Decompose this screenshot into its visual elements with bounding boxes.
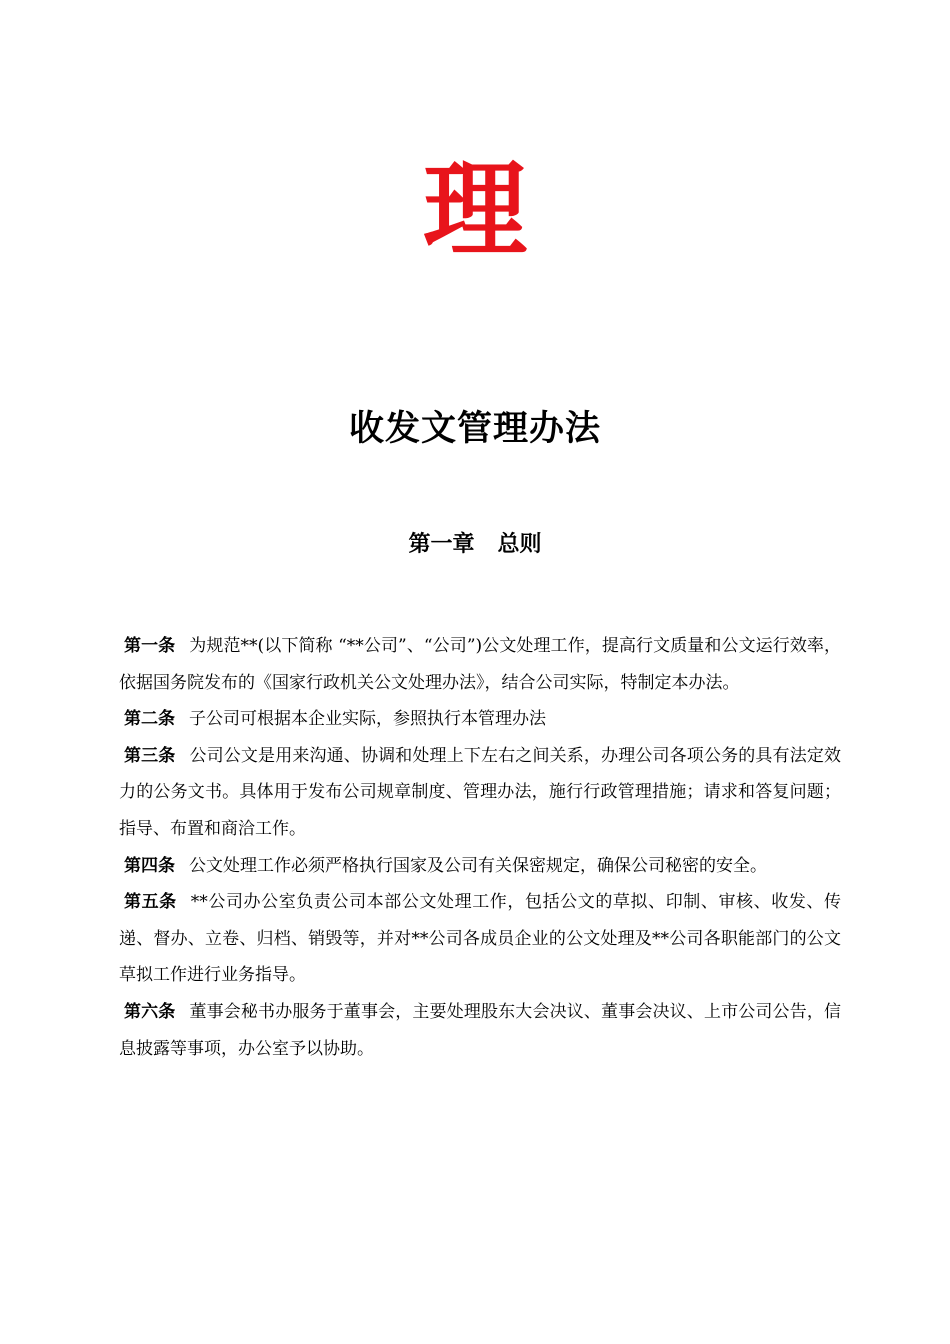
- article-list: [119, 628, 841, 1067]
- emblem-character: 理: [422, 149, 527, 271]
- article-3: [119, 738, 841, 848]
- article-text: 为规范**(以下简称 “**公司”、“公司”)公文处理工作，提高行文质量和公文运行效率，依据国务院发布的《国家行政机关公文处理办法》，结合公司实际，特制定本办法。: [119, 636, 841, 693]
- article-2: [119, 701, 841, 738]
- article-text: **公司办公室负责公司本部公文处理工作，包括公文的草拟、印制、审核、收发、传递、督办、立卷、归档、销毁等，并对**公司各成员企业的公文处理及**公司各职能部门的公文草拟工作进行业务指导。: [119, 892, 842, 986]
- article-text: 董事会秘书办服务于董事会，主要处理股东大会决议、董事会决议、上市公司公告，信息披露等事项，办公室予以协助。: [119, 1001, 842, 1059]
- article-number: 第二条: [124, 709, 175, 730]
- article-number: 第五条: [124, 892, 177, 913]
- article-6: [119, 994, 841, 1067]
- article-5: [119, 884, 841, 994]
- document-title: 收发文管理办法: [348, 408, 601, 449]
- article-number: 第四条: [124, 855, 175, 876]
- article-number: 第一条: [124, 636, 176, 656]
- article-number: 第三条: [124, 745, 176, 766]
- article-number: 第六条: [124, 1001, 176, 1022]
- article-text: 公文处理工作必须严格执行国家及公司有关保密规定，确保公司秘密的安全。: [189, 855, 767, 876]
- article-text: 子公司可根据本企业实际，参照执行本管理办法: [189, 709, 546, 730]
- article-text: 公司公文是用来沟通、协调和处理上下左右之间关系，办理公司各项公务的具有法定效力的公务文书。具体用于发布公司规章制度、管理办法，施行行政管理措施；请求和答复问题；指导、布置和商洽工作。: [119, 745, 842, 839]
- chapter-heading: 第一章 总则: [408, 531, 542, 557]
- article-4: [119, 848, 841, 885]
- article-1: [119, 628, 841, 701]
